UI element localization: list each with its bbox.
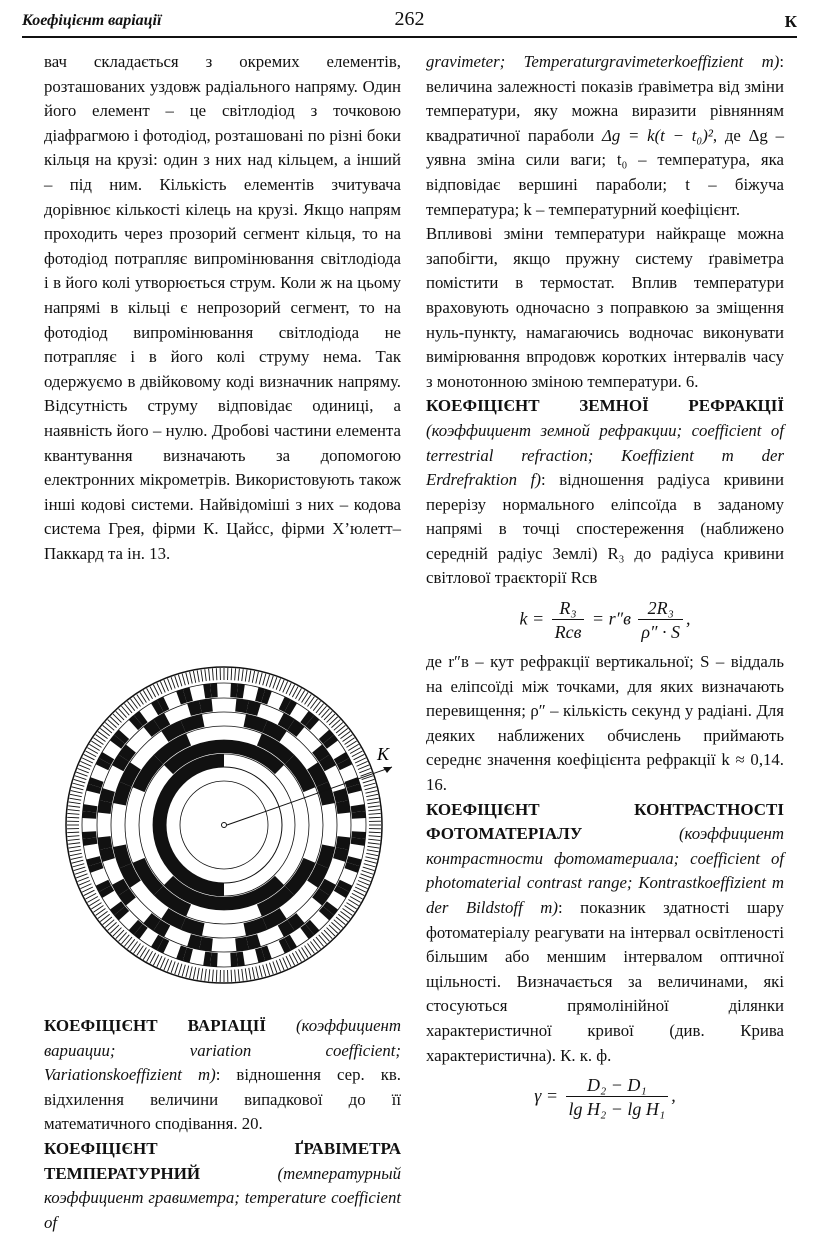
contrast-fraction [566,1074,669,1121]
continued-paragraph: вач складається з окремих елементів, розташованих уздовж радіального напряму. Один його елемент – це світлодіод з точковою діафрагмою і фотодіод, розташовані по різні боки кільця на крузі: один з них над кільцем, а інший – під ним. Кількість елементів зчитувача дорівнює кількості кілець на крузі. Якщо напрям проходить через прозорий сегмент кільця, то на фотодіод потрапляє випромінювання світлодіода і в його колі утворюється струм. Коли ж на цьому напрямі в кільці є непрозорий сегмент, то на фотодіод випромінювання світлодіода не потрапляє і в його колі струму нема. Так одержуємо в двійковому коді визначник напряму. Відсутність струму відповідає одиниці, а наявність його – нулю. Дробові частини елемента квантування визначають за допомогою електронних мікрометрів. Використовують також інші кодові системи. Найвідоміші з них – кодова система Грея, фірми К. Цайсс, фірми Х’юлетт–Паккард та ін. 13. [44,52,401,563]
contrast-formula [426,1074,784,1121]
refraction-formula [426,597,784,644]
gravimeter-text-c: Впливові зміни температури найкраще можна запобігти, якщо пружну систему ґравіметра помістити в термостат. Вплив температури враховують одночасно з поправкою за зміщення нуль-пункту, намагаючись водночас виконувати вимірювання впродовж коротких інтервалів часу з монотонною зміною температури. 6. [426,224,784,391]
refraction-num-1: R₃ [552,597,585,620]
refraction-after: де r″в – кут рефракції вертикальної; S – віддаль на еліпсоїді між точками, для яких визначають перевищення; ρ″ – кількість секунд у радіані. Для деяких наближених обчислень приймають середнє значення коефіцієнта рефракції k ≈ 0,14. 16. [426,652,784,795]
refraction-den-1: Rсв [554,622,582,643]
refraction-formula-lhs: k = [519,608,545,629]
contrast-num: D₂ − D₁ [566,1074,669,1097]
refraction-fraction-2 [638,597,683,644]
lower-left-entries [44,1014,401,1235]
translations-gravimeter-a: (температурный коэффициент гравиметра; temperature coefficient of [44,1163,401,1232]
definition-variation: : відношення сер. кв. відхилення величини випадкової до її математичного сподівання. 20. [44,1065,401,1134]
header-rule [22,36,797,38]
gravimeter-text-b: , де Δg – уявна зміна сили ваги; t₀ – температура, яка відповідає вершині параболи; t – біжуча температура; k – температурний коефіцієнт. [426,125,785,219]
encoder-disk-figure [44,660,404,990]
definition-contrast: : показник здатності шару фотоматеріалу реагувати на інтервал освітленості більшим або меншим інтервалом оптичної щільності. Визначається за величинами, які стосуються прямолінійної ділянки характеристичної кривої (див. Крива характеристична). К. к. ф. [426,898,784,1065]
encoder-disk-drawing [44,660,404,990]
term-contrast: КОЕФІЦІЄНТ КОНТРАСТНОСТІ ФОТОМАТЕРІАЛУ [426,799,784,844]
entry-contrast [426,798,784,1069]
running-header-title: Коефіцієнт варіації [22,12,162,29]
translations-gravimeter-b: gravimeter; Temperaturgravimeterkoeffizient m) [426,52,780,71]
left-column [44,50,401,566]
contrast-den: lg H₂ − lg H₁ [568,1099,666,1120]
refraction-den-2: ρ″ · S [641,622,681,643]
entry-refraction [426,394,784,591]
term-gravimeter: КОЕФІЦІЄНТ ҐРАВІМЕТРА ТЕМПЕРАТУРНИЙ [44,1138,401,1183]
translations-variation: (коэффициент вариации; variation coefficient; Variationskoeffizient m) [44,1016,401,1085]
term-refraction: КОЕФІЦІЄНТ ЗЕМНОЇ РЕФРАКЦІЇ [426,396,784,416]
refraction-num-2: 2R₃ [638,597,683,620]
refraction-fraction-1 [552,597,585,644]
page-number: 262 [394,8,425,30]
figure-label-k: K [377,744,390,764]
gravimeter-text-a: : величина залежності показів ґравіметра від зміни температури, яку можна виразити рівнянням квадратичної параболи [426,52,784,145]
refraction-formula-eq2: = r″в [591,608,631,629]
entry-gravimeter-cont [426,50,784,222]
refraction-formula-end: , [686,608,691,629]
gravimeter-formula: Δg = k(t − t₀)² [601,125,713,145]
contrast-formula-end: , [671,1085,676,1106]
right-column [426,50,784,1127]
translations-refraction: (коэффициент земной рефракции; coefficient of terrestrial refraction; Koeffizient m der Erdrefraktion f) [426,420,784,490]
contrast-formula-lhs: γ = [534,1085,559,1106]
term-variation: КОЕФІЦІЄНТ ВАРІАЦІЇ [44,1016,266,1035]
definition-refraction: : відношення радіуса кривини перерізу нормального еліпсоїда в заданому напрямі в точці спостереження (наближено середній радіус Землі) R₃ до радіуса кривини світлової траєкторії Rсв [426,470,784,588]
translations-contrast: (коэффициент контрастности фотоматериала; coefficient of photomaterial contrast range; Kontrastkoeffizient m der Bildstoff m) [426,824,784,917]
entry-variation [44,1014,401,1137]
entry-gravimeter-start [44,1137,401,1235]
section-letter: К [784,12,797,31]
